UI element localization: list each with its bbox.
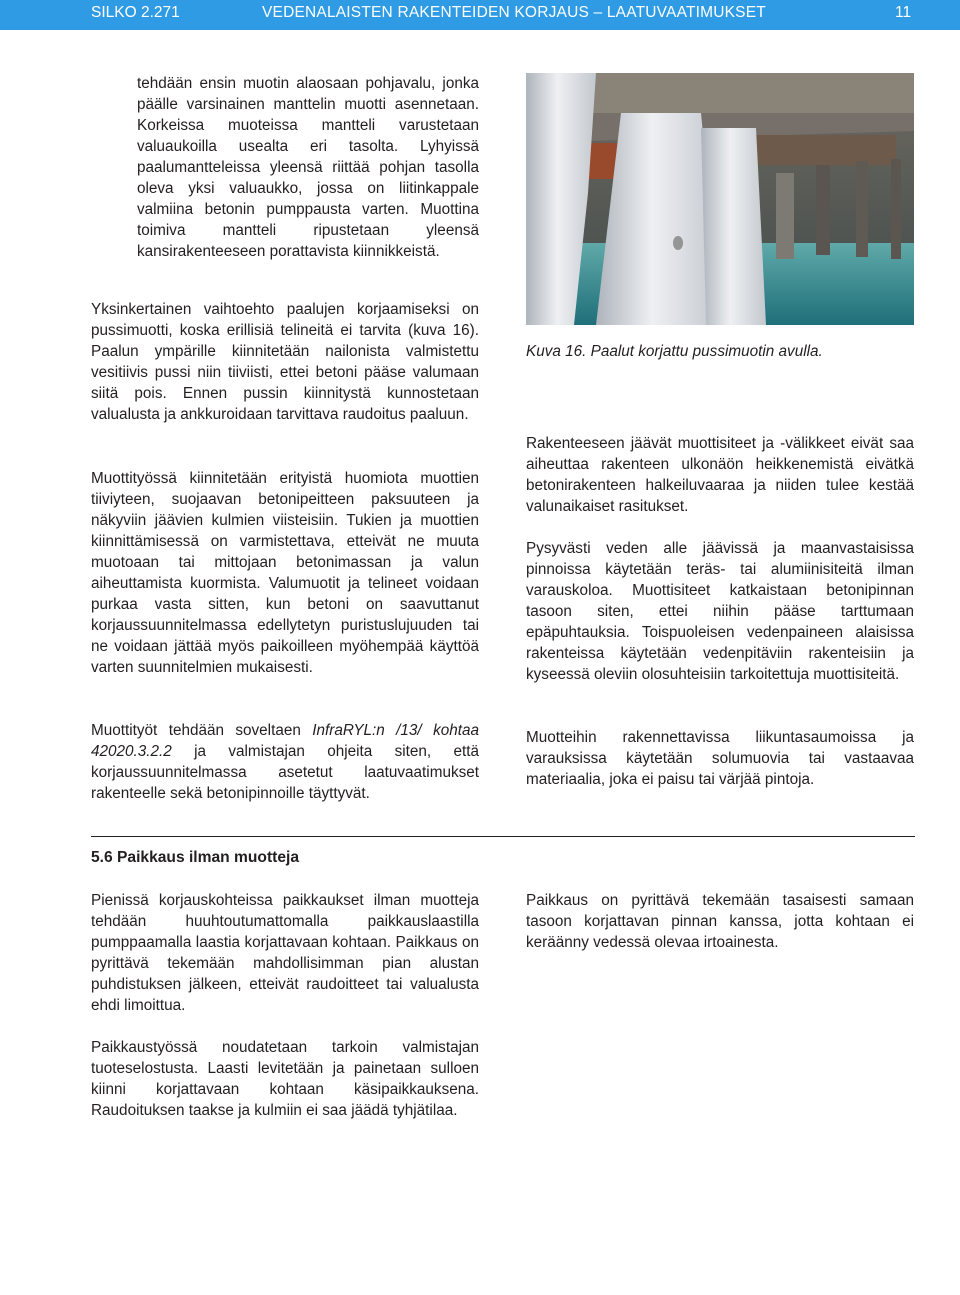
page-number: 11 xyxy=(895,4,912,21)
intro-paragraph: tehdään ensin muotin alaosaan pohjavalu, jonka päälle varsinainen manttelin muotti asennetaan. Korkeissa muoteissa mantteli varustetaan valuaukoilla usealta eri tasolta. Lyhyissä paalumantteleissa yleensä riittää pohjan tasolla oleva yksi valuaukko, jossa on liitinkappale valmiina betonin pumppausta varten. Muottina toimiva mantteli ripustetaan yleensä kansirakenteeseen porattavista kiinnikkeistä. xyxy=(137,75,479,260)
liikuntasauma-paragraph: Muotteihin rakennettavissa liikuntasaumoissa ja varauksissa käytetään solumuovia tai vastaavaa materiaalia, joka ei paisu tai värjää pintoja. xyxy=(526,729,914,788)
infraryl-reference: InfraRYL:n /13/ kohtaa 42020.3.2.2 xyxy=(91,722,479,760)
muottityo-paragraph: Muottityössä kiinnitetään erityistä huomiota muottien tiiviyteen, suojaavan betonipeitteen paksuuteen ja näkyviin jäävien kulmien viisteisiin. Tukien ja muottien kiinnittämisessä on varmistettava, etteivät ne muuta muotoaan tai mittojaan betonimassan ja valun aiheuttamista kuormista. Valumuotit ja telineet voidaan purkaa vasta sitten, kun betoni on saavuttanut korjaussuunnitelmassa edellytetyn puristuslujuuden tai ne voidaan jättää myös paikoilleen myöhempää käyttöä varten suunnitelmien mukaisesti. xyxy=(91,470,479,676)
figure-16-photo xyxy=(526,73,914,325)
figure-caption: Kuva 16. Paalut korjattu pussimuotin avulla. xyxy=(526,343,823,360)
section-divider xyxy=(91,836,915,837)
page-header xyxy=(0,0,960,30)
document-title: VEDENALAISTEN RAKENTEIDEN KORJAUS – LAATUVAATIMUKSET xyxy=(262,4,766,21)
pussimuotti-paragraph: Yksinkertainen vaihtoehto paalujen korjaamiseksi on pussimuotti, koska erillisiä telineitä ei tarvita (kuva 16). Paalun ympärille kiinnitetään nailonista valmistettu vesitiivis pussi niin tiiviisti, ettei betoni pääse valumaan siitä pois. Ennen pussin kiinnitystä kunnostetaan valualusta ja ankkuroidaan tarvittava raudoitus paaluun. xyxy=(91,301,479,423)
muottisiteet-paragraph: Rakenteeseen jäävät muottisiteet ja -välikkeet eivät saa aiheuttaa rakenteen ulkonäön heikkenemistä eivätkä betonirakenteen halkeiluvaaraa ja niiden tulee kestää valunaikaiset rasitukset. xyxy=(526,435,914,515)
infraryl-paragraph: Muottityöt tehdään soveltaen InfraRYL:n /13/ kohtaa 42020.3.2.2 ja valmistajan ohjeita siten, että korjaussuunnitelmassa asetetut laatuvaatimukset rakenteelle sekä betonipinnoille täyttyvät. xyxy=(91,722,479,802)
paikkaus-paragraph-3: Paikkaus on pyrittävä tekemään tasaisesti samaan tasoon korjattavan pinnan kanssa, jotta kohtaan ei keräänny vedessä olevaa irtoainesta. xyxy=(526,892,914,951)
paikkaus-paragraph-1: Pienissä korjauskohteissa paikkaukset ilman muotteja tehdään huuhtoutumattomalla paikkauslaastilla pumppaamalla laastia korjattavaan kohtaan. Paikkaus on pyrittävä tekemään mahdollisimman pian alustan puhdistuksen jälkeen, etteivät raudoitteet tai valualusta ehdi limoittua. xyxy=(91,892,479,1014)
paikkaus-paragraph-2: Paikkaustyössä noudatetaan tarkoin valmistajan tuoteselostusta. Laasti levitetään ja painetaan sulloen kiinni korjattavaan kohtaan käsipaikkauksena. Raudoituksen taakse ja kulmiin ei saa jäädä tyhjätilaa. xyxy=(91,1039,479,1119)
section-heading: 5.6 Paikkaus ilman muotteja xyxy=(91,849,300,866)
pysyvasti-paragraph: Pysyvästi veden alle jäävissä ja maanvastaisissa pinnoissa käytetään teräs- tai alumiinisiteitä ilman varauskoloa. Muottisiteet katkaistaan betonipinnan tasoon siten, ettei niihin pääse tarttumaan epäpuhtauksia. Toispuoleisen vedenpaineen alaisissa rakenteissa käytetään vedenpitäviin rakenteisiin ja kyseessä oleviin olosuhteisiin tarkoitettuja muottisiteitä. xyxy=(526,540,914,683)
document-code: SILKO 2.271 xyxy=(91,4,180,21)
